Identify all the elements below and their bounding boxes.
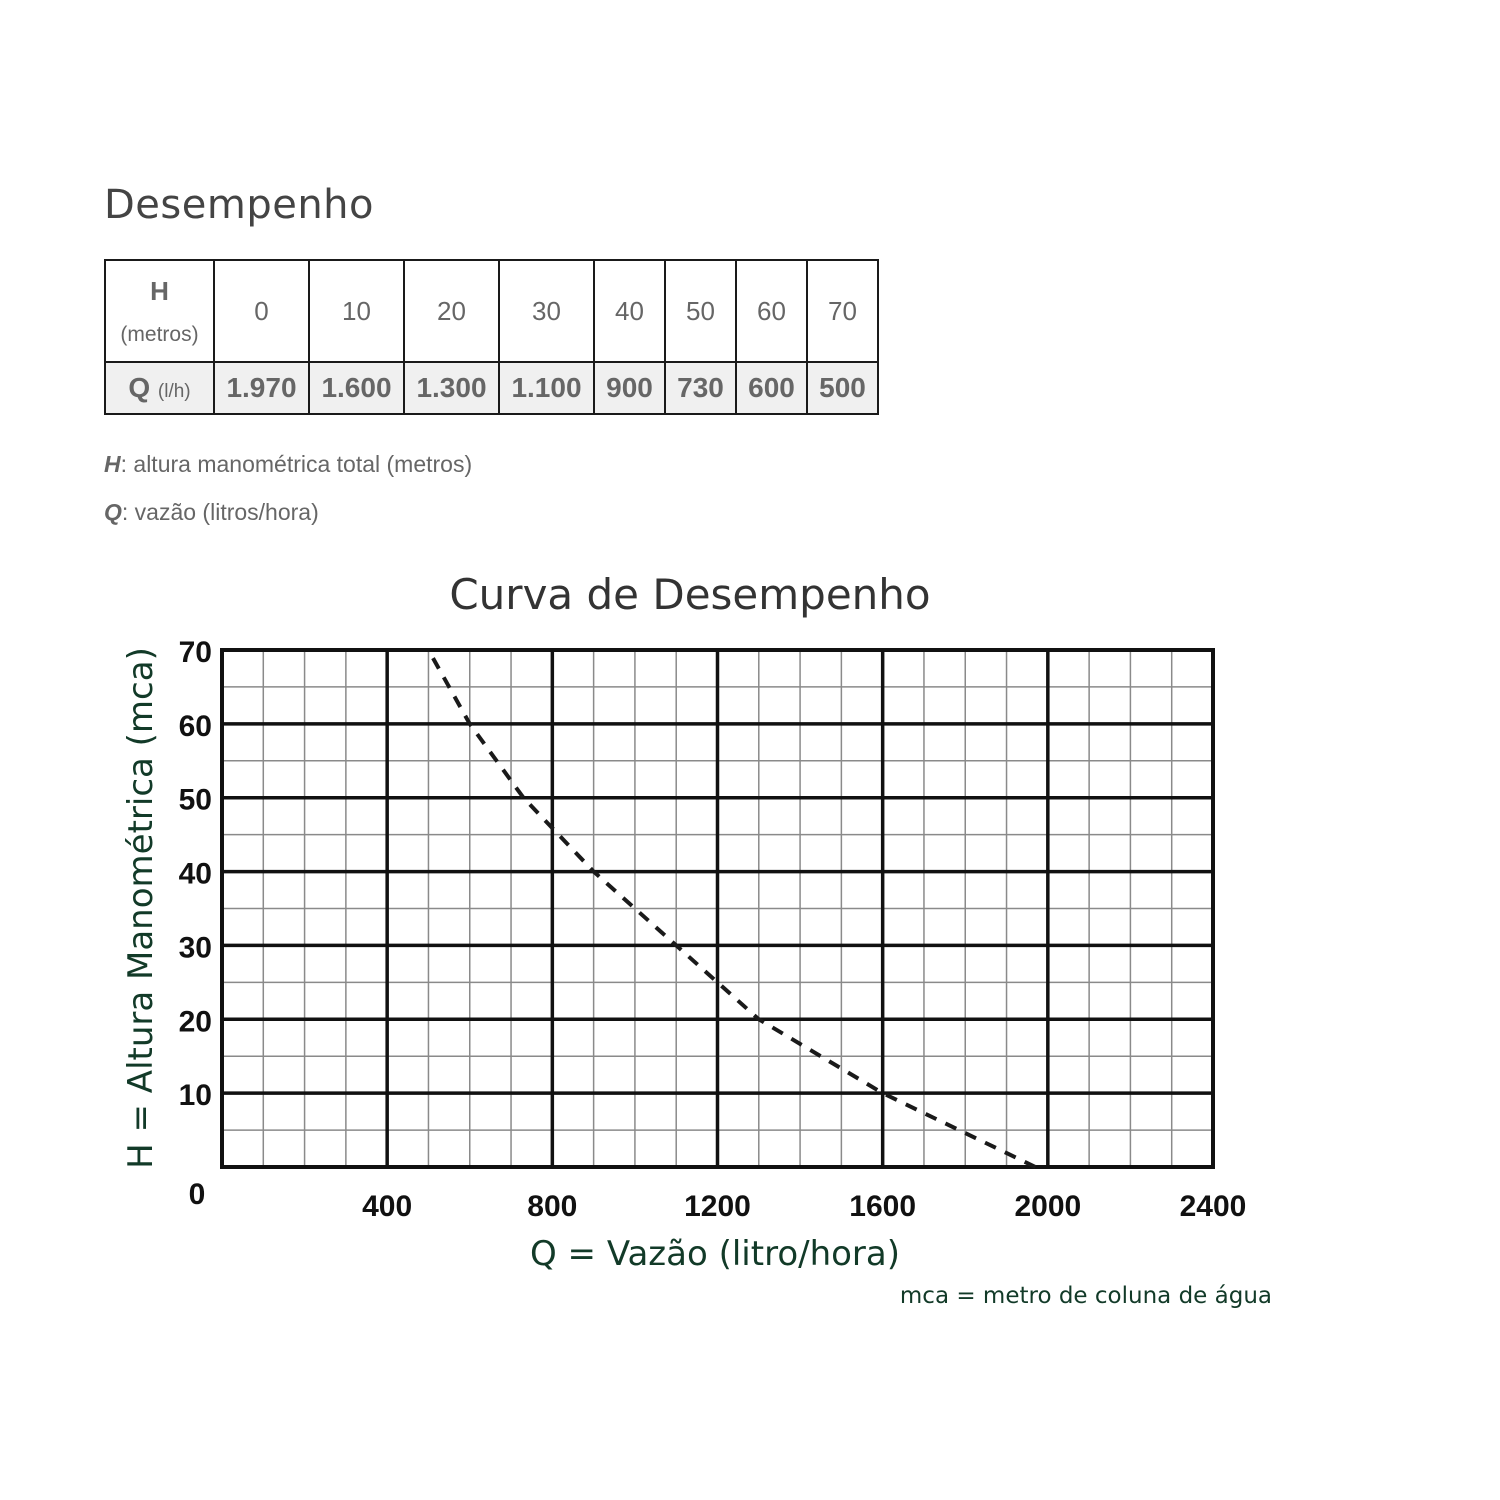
- h-value-cell: 20: [404, 260, 499, 362]
- q-value-cell: 500: [807, 362, 878, 414]
- h-label: H: [150, 275, 169, 306]
- q-value-cell: 1.970: [214, 362, 309, 414]
- y-tick-label: 60: [178, 709, 212, 743]
- q-value-cell: 1.300: [404, 362, 499, 414]
- legend-q-symbol: Q: [104, 499, 122, 525]
- q-value-cell: 1.100: [499, 362, 594, 414]
- h-unit: (metros): [120, 322, 199, 346]
- legend-q-text: : vazão (litros/hora): [121, 499, 319, 525]
- y-tick-label: 10: [178, 1079, 212, 1113]
- chart-title: Curva de Desempenho: [449, 570, 931, 619]
- legend-h-symbol: H: [104, 451, 121, 477]
- unit-note: mca = metro de coluna de água: [899, 1283, 1272, 1309]
- x-axis-label: Q = Vazão (litro/hora): [529, 1234, 901, 1274]
- section-title: Desempenho: [104, 182, 374, 228]
- h-value-cell: 30: [499, 260, 594, 362]
- q-label: Q: [128, 372, 151, 403]
- legend-h-text: : altura manométrica total (metros): [120, 451, 473, 477]
- origin-label: 0: [188, 1178, 206, 1211]
- h-value-cell: 0: [214, 260, 309, 362]
- h-value-cell: 60: [736, 260, 807, 362]
- y-tick-label: 40: [178, 857, 212, 891]
- q-value-cell: 600: [736, 362, 807, 414]
- x-tick-label: 2000: [1014, 1190, 1082, 1223]
- y-axis-label: H = Altura Manométrica (mca): [121, 647, 161, 1169]
- q-value-cell: 730: [665, 362, 736, 414]
- h-value-cell: 40: [594, 260, 665, 362]
- q-value-cell: 1.600: [309, 362, 404, 414]
- q-unit: (l/h): [157, 381, 191, 402]
- x-tick-label: 1600: [849, 1190, 917, 1223]
- x-tick-label: 2400: [1179, 1190, 1247, 1223]
- x-tick-label: 1200: [684, 1190, 751, 1223]
- y-tick-label: 70: [178, 636, 212, 669]
- y-tick-label: 20: [178, 1005, 212, 1039]
- x-tick-label: 800: [527, 1190, 578, 1223]
- y-tick-label: 50: [178, 783, 212, 817]
- q-value-cell: 900: [594, 362, 665, 414]
- h-value-cell: 10: [309, 260, 404, 362]
- y-tick-label: 30: [178, 931, 212, 965]
- h-value-cell: 50: [665, 260, 736, 362]
- h-value-cell: 70: [807, 260, 878, 362]
- x-tick-label: 400: [362, 1190, 413, 1223]
